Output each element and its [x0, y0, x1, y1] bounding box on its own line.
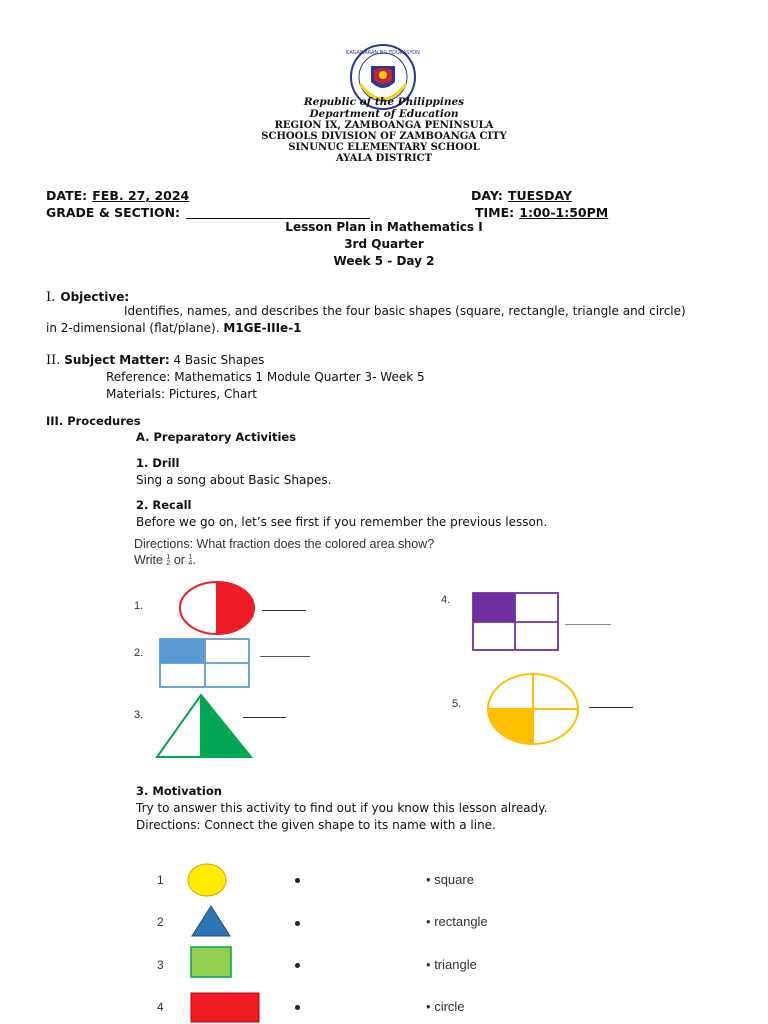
match-option-3-bullet: •: [426, 957, 431, 972]
fraction-quarter-numerator: 1: [188, 554, 193, 561]
date-value: FEB. 27, 2024: [92, 188, 190, 203]
objective-heading: [46, 286, 129, 305]
time-row: [475, 202, 608, 221]
header-division: SCHOOLS DIVISION OF ZAMBOANGA CITY: [261, 131, 507, 142]
objective-code: M1GE-IIIe-1: [223, 321, 302, 335]
grade-blank: [186, 218, 370, 219]
time-label: TIME:: [475, 205, 515, 220]
fraction-item-1-answer-line: [262, 610, 306, 611]
grade-row: [46, 202, 370, 221]
objective-label: Objective:: [60, 290, 130, 304]
match-option-3[interactable]: [426, 957, 477, 972]
header-department: Department of Education: [309, 108, 459, 120]
plan-week: Week 5 - Day 2: [333, 254, 435, 268]
fraction-item-2-number: 2.: [134, 647, 144, 659]
match-shape-square: [190, 946, 234, 980]
fraction-write-line: Write 1 2 or 1 4.: [134, 553, 196, 567]
motivation-directions: Directions: Connect the given shape to its name with a line.: [136, 818, 496, 832]
date-label: DATE:: [46, 188, 88, 203]
match-option-2[interactable]: [426, 914, 488, 929]
match-number-4: 4: [157, 1000, 164, 1014]
seal-text: KAGAWARAN NG EDUKASYON: [346, 50, 420, 56]
fraction-item-3-answer-line: [243, 717, 286, 718]
match-number-2: 2: [157, 915, 164, 929]
procedures-heading: III. Procedures: [46, 414, 141, 428]
subject-label: Subject Matter:: [64, 353, 170, 367]
match-dot-left-3[interactable]: [295, 963, 300, 968]
fraction-half-denominator: 2: [166, 560, 171, 567]
fraction-item-3-half-triangle: [155, 693, 253, 759]
header-region: REGION IX, ZAMBOANGA PENINSULA: [274, 120, 494, 131]
objective-text-line2: [46, 321, 302, 335]
fraction-half-numerator: 1: [166, 554, 171, 561]
header-district: AYALA DISTRICT: [335, 153, 433, 164]
objective-text-line2-text: in 2-dimensional (flat/plane).: [46, 321, 220, 335]
match-number-1: 1: [157, 873, 164, 887]
fraction-item-2-answer-line: [260, 656, 310, 657]
match-option-2-bullet: •: [426, 914, 431, 929]
fraction-or: or: [173, 553, 185, 567]
plan-quarter: 3rd Quarter: [344, 237, 424, 251]
day-value: TUESDAY: [507, 188, 573, 203]
fraction-item-5-quartered-circle: [486, 672, 580, 746]
fraction-directions: Directions: What fraction does the colored area show?: [134, 537, 435, 551]
fraction-item-4-quartered-square: [472, 592, 560, 652]
match-dot-left-4[interactable]: [295, 1005, 300, 1010]
match-option-3-label: triangle: [434, 957, 477, 972]
fraction-write: Write: [134, 553, 163, 567]
match-shape-circle: [186, 862, 228, 898]
fraction-item-2-quartered-rectangle: [159, 638, 251, 688]
match-number-3: 3: [157, 958, 164, 972]
objective-numeral: I.: [46, 290, 56, 305]
time-value: 1:00-1:50PM: [519, 205, 609, 220]
match-option-1-label: square: [434, 872, 474, 887]
fraction-quarter: [188, 555, 192, 567]
objective-text-line1: Identifies, names, and describes the four basic shapes (square, rectangle, triangle and circle): [124, 304, 686, 318]
match-option-1-bullet: •: [426, 872, 431, 887]
drill-text: Sing a song about Basic Shapes.: [136, 473, 332, 487]
match-option-1[interactable]: [426, 872, 474, 887]
subject-numeral: II.: [46, 353, 61, 368]
match-option-4-label: circle: [434, 999, 465, 1014]
fraction-item-5-answer-line: [589, 707, 633, 708]
match-dot-left-1[interactable]: [295, 878, 300, 883]
preparatory-heading: A. Preparatory Activities: [136, 430, 297, 444]
match-dot-left-2[interactable]: [295, 921, 300, 926]
header-school: SINUNUC ELEMENTARY SCHOOL: [288, 142, 480, 153]
header-republic: Republic of the Philippines: [303, 96, 465, 108]
plan-title: Lesson Plan in Mathematics I: [285, 220, 483, 234]
match-shape-rectangle: [190, 992, 262, 1024]
day-label: DAY:: [471, 188, 503, 203]
fraction-item-1-number: 1.: [134, 600, 144, 612]
fraction-item-4-number: 4.: [441, 594, 451, 606]
drill-heading: 1. Drill: [136, 456, 180, 470]
fraction-quarter-denominator: 4: [188, 560, 193, 567]
fraction-half: [166, 555, 170, 567]
motivation-text: Try to answer this activity to find out if you know this lesson already.: [136, 801, 548, 815]
recall-text: Before we go on, let’s see first if you remember the previous lesson.: [136, 515, 548, 529]
fraction-item-3-number: 3.: [134, 709, 144, 721]
match-shape-triangle: [190, 904, 232, 938]
recall-heading: 2. Recall: [136, 498, 192, 512]
subject-value: 4 Basic Shapes: [173, 353, 265, 367]
motivation-heading: 3. Motivation: [136, 784, 222, 798]
subject-materials: Materials: Pictures, Chart: [106, 387, 257, 401]
fraction-item-4-answer-line: [565, 624, 611, 625]
match-option-4-bullet: •: [426, 999, 431, 1014]
subject-reference: Reference: Mathematics 1 Module Quarter 3- Week 5: [106, 370, 425, 384]
match-option-4[interactable]: [426, 999, 465, 1014]
subject-heading: [46, 353, 264, 368]
fraction-item-1-half-circle: [178, 580, 256, 636]
grade-label: GRADE & SECTION:: [46, 205, 181, 220]
fraction-item-5-number: 5.: [452, 698, 462, 710]
match-option-2-label: rectangle: [434, 914, 488, 929]
